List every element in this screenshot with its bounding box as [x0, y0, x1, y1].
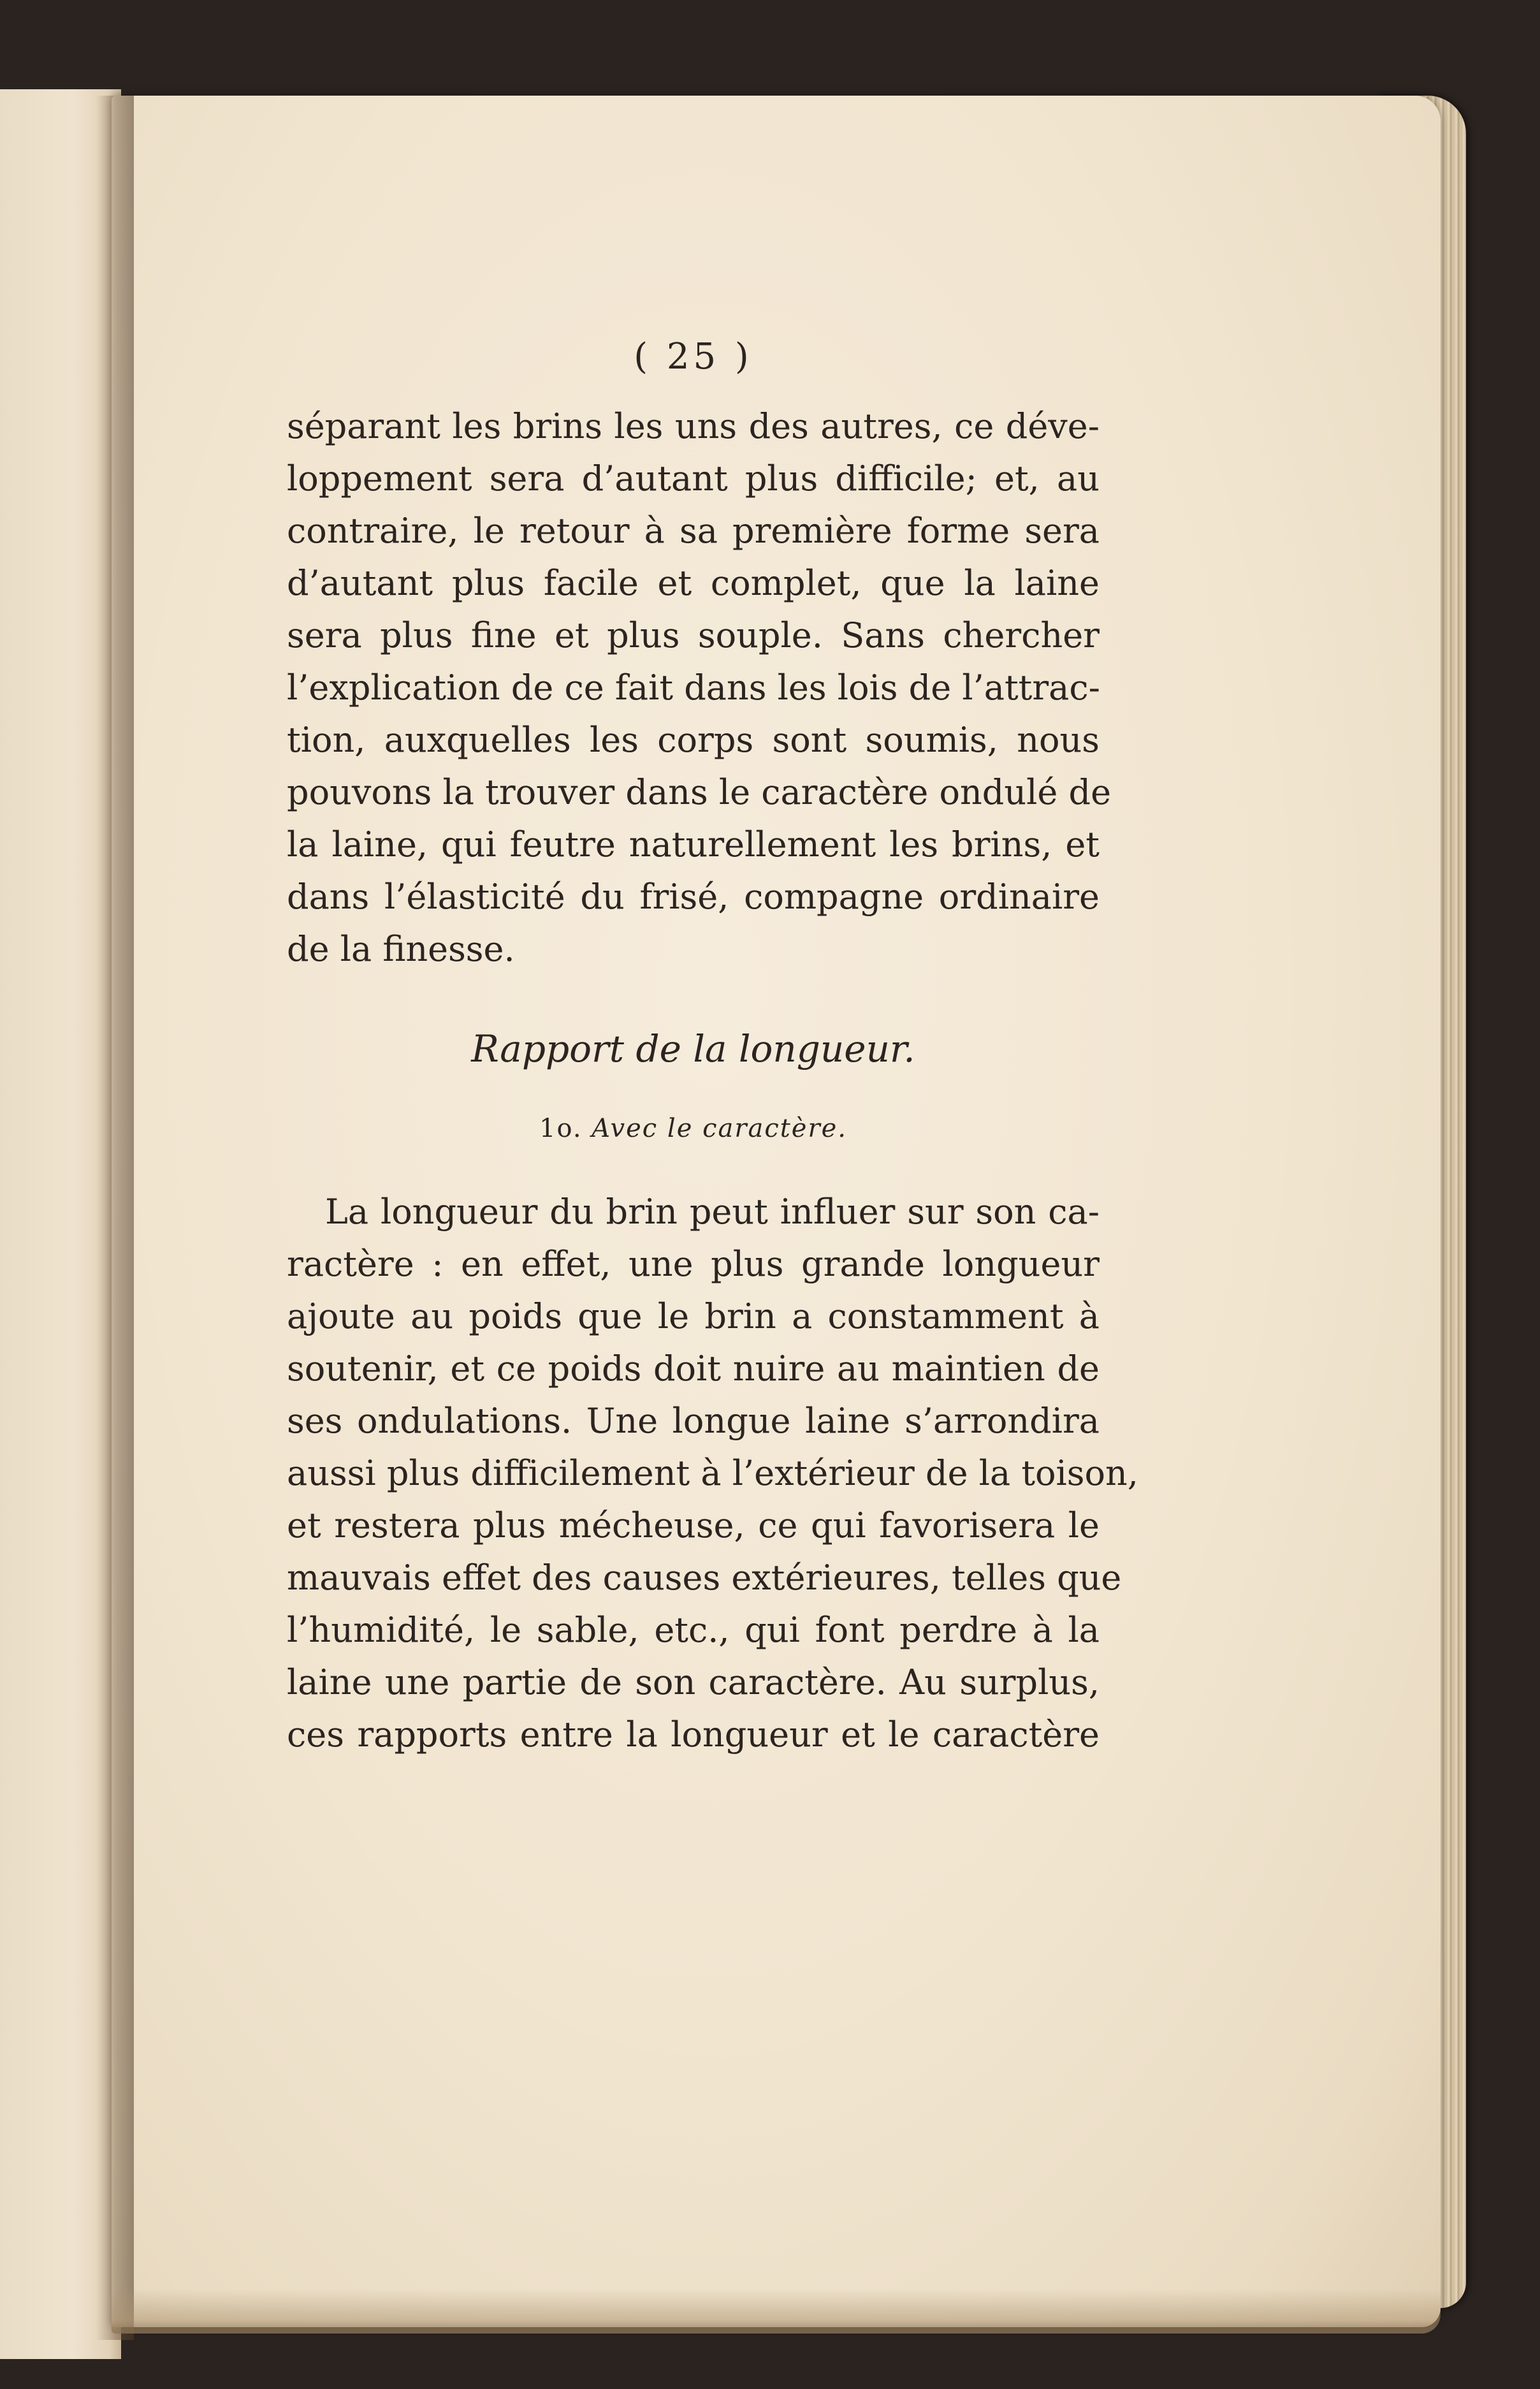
text-line: sera plus fine et plus souple. Sans chercher: [287, 615, 1100, 655]
text-line: l’explication de ce fait dans les lois de l’attrac-: [287, 668, 1100, 708]
text-line: contraire, le retour à sa première forme sera: [287, 511, 1100, 551]
text-line: l’humidité, le sable, etc., qui font perdre à la: [287, 1610, 1100, 1650]
text-line: et restera plus mécheuse, ce qui favorisera le: [287, 1505, 1100, 1545]
subsection-number: 1o.: [539, 1114, 583, 1143]
page-bottom-edge: [112, 2289, 1441, 2334]
text-line: ces rapports entre la longueur et le caractère: [287, 1714, 1100, 1755]
text-line: de la finesse.: [287, 929, 515, 969]
section-title: Rapport de la longueur.: [471, 1027, 915, 1070]
text-line: ses ondulations. Une longue laine s’arrondira: [287, 1401, 1100, 1441]
text-line: aussi plus difficilement à l’extérieur de la toison,: [287, 1453, 1138, 1493]
text-line: dans l’élasticité du frisé, compagne ordinaire: [287, 877, 1100, 917]
text-line: soutenir, et ce poids doit nuire au maintien de: [287, 1348, 1100, 1389]
text-line: la laine, qui feutre naturellement les brins, et: [287, 824, 1100, 865]
paragraph-2: [287, 1186, 1138, 1761]
text-line: tion, auxquelles les corps sont soumis, nous: [287, 720, 1100, 760]
subsection-label: Avec le caractère.: [592, 1114, 847, 1143]
text-line: ractère : en effet, une plus grande longueur: [287, 1244, 1100, 1284]
text-line: d’autant plus facile et complet, que la laine: [287, 563, 1100, 603]
subsection-title: [287, 1109, 1100, 1148]
text-line: La longueur du brin peut influer sur son ca-: [325, 1192, 1100, 1232]
text-line: pouvons la trouver dans le caractère ondulé de: [287, 772, 1112, 812]
text-line: mauvais effet des causes extérieures, telles que: [287, 1558, 1122, 1598]
text-line: ajoute au poids que le brin a constamment à: [287, 1296, 1100, 1336]
text-line: laine une partie de son caractère. Au surplus,: [287, 1662, 1100, 1702]
paragraph-1: [287, 400, 1112, 975]
text-line: séparant les brins les uns des autres, ce déve-: [287, 406, 1100, 446]
binding-gutter: [96, 96, 134, 2340]
text-line: loppement sera d’autant plus difficile; et, au: [287, 458, 1100, 499]
page-number: ( 25 ): [634, 336, 753, 377]
